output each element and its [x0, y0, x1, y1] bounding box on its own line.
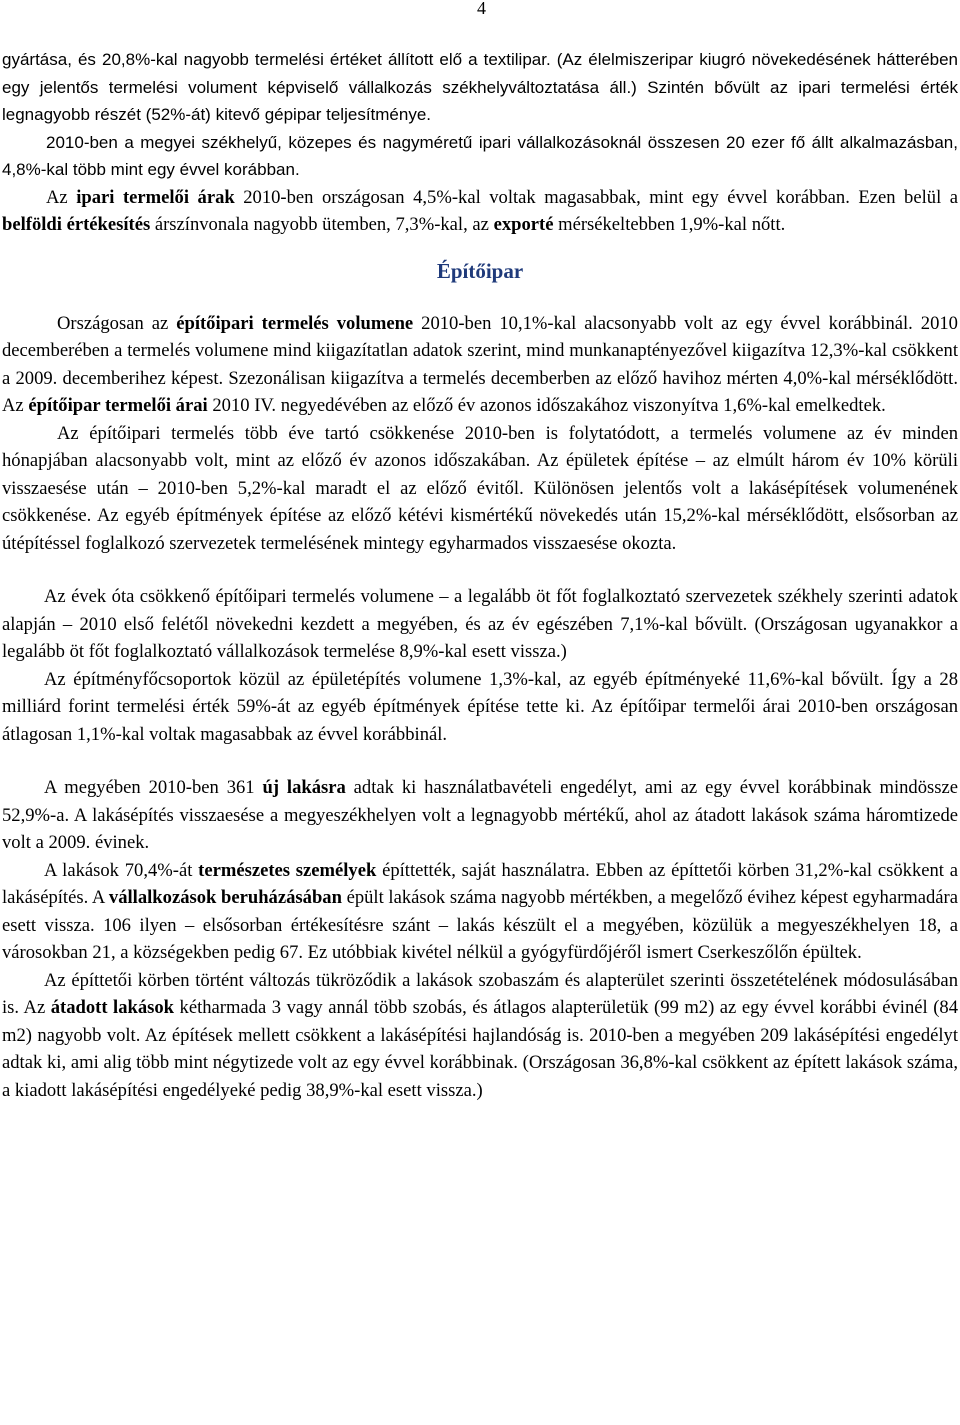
bold-term: új lakásra [262, 777, 346, 798]
bold-term: átadott lakások [50, 997, 175, 1018]
construction-paragraph-4: Az építményfőcsoportok közül az épületépítés volumene 1,3%-kal, az egyéb építményeké 11,6%-kal bővült. Így a 28 milliárd forint termelési érték 59%-át az egyéb építmények építése tette ki. Az építőipar termelői árai 2010-ben országosan átlagosan 1,1%-kal voltak magasabbak az évvel korábbinál. [2, 668, 958, 745]
text-run: mérsékeltebben 1,9%-kal nőtt. [553, 214, 786, 235]
text-run: Az építtetői körben történt változás tükröződik a lakások szobaszám és alapterület szerinti összetételének módosulásában is. Az [2, 969, 958, 1018]
construction-paragraph-3: Az évek óta csökkenő építőipari termelés volumene – a legalább öt főt foglalkoztató szervezetek székhely szerinti adatok alapján – 2010 első felétől növekedni kezdett a megyében, és az év egészében 7,1%-kal bővült. (Országosan ugyanakkor a legalább öt főt foglalkoztató vállalkozások termelése 8,9%-kal esett vissza.) [2, 586, 958, 662]
industry-paragraph-2: 2010-ben a megyei székhelyű, közepes és nagyméretű ipari vállalkozásoknál összesen 20 ezer fő állt alkalmazásban, 4,8%-kal több mint egy évvel korábban. [2, 132, 958, 179]
text-run: építtették, saját használatra. Ebben az építtetői körben 31,2%-kal csökkent a lakásépítés. A [2, 859, 958, 908]
bold-term: ipari termelői árak [76, 186, 235, 208]
housing-paragraph-3 [2, 967, 958, 1105]
industry-paragraph-3 [2, 184, 958, 239]
bold-term: belföldi értékesítés [2, 214, 151, 235]
text-run: 2010 IV. negyedévében az előző év azonos időszakához viszonyítva 1,6%-kal emelkedtek. [207, 395, 886, 416]
bold-term: építőipar termelői árai [28, 395, 208, 416]
text-run: épült lakások száma nagyobb mértékben, a megelőző évihez képest egyharmadára esett vissza. 106 ilyen – elsősorban értékesítésre szánt – lakás készült el a megyében, közülük a megyeszékhelyen 18, a városokban 21, a községekben pedig 67. Ez utóbbiak kivétel nélkül a gyógyfürdőjéről ismert Cserkeszőlőn épültek. [2, 887, 958, 963]
text-run: Országosan az [57, 312, 177, 334]
text-run: A megyében 2010-ben 361 [44, 777, 263, 798]
document-body [2, 46, 958, 1104]
text-run: Az [46, 186, 77, 208]
text-run: 2010-ben országosan 4,5%-kal voltak magasabbak, mint egy évvel korábban. Ezen belül a [234, 186, 958, 208]
industry-paragraph-1: gyártása, és 20,8%-kal nagyobb termelési értéket állított elő a textilipar. (Az élelmiszeripar kiugró növekedésének hátterében egy jelentős termelési volument képviselő vállalkozás székhelyváltoztatása áll.) Szintén bővült az ipari termelési érték legnagyobb részét (52%-át) kitevő gépipar teljesítménye. [2, 50, 958, 124]
construction-paragraph-1 [2, 310, 958, 420]
bold-term: exporté [493, 214, 554, 235]
text-run: árszínvonala nagyobb ütemben, 7,3%-kal, az [150, 214, 494, 235]
text-run: A lakások 70,4%-át [44, 859, 199, 881]
housing-paragraph-2 [2, 857, 958, 967]
text-run: 2010-ben 10,1%-kal alacsonyabb volt az egy évvel korábbinál. 2010 decemberében a termelés volumene mind kiigazítatlan adatok szerint, mind munkanaptényezővel kiigazítva 12,3%-kal csökkent a 2009. decemberihez képest. Szezonálisan kiigazítva a termelés decemberben az előző havihoz mérten 4,0%-kal mérséklődött. Az [2, 312, 958, 416]
page-number: 4 [477, 0, 486, 18]
bold-term: vállalkozások beruházásában [108, 887, 342, 908]
housing-paragraph-1 [2, 774, 958, 857]
text-run: adtak ki használatbavételi engedélyt, ami az egy évvel korábbinak mindössze 52,9%-a. A lakásépítés visszaesése a megyeszékhelyen volt a legnagyobb mértékű, ahol az átadott lakások száma háromtizede volt a 2009. évinek. [2, 777, 958, 853]
bold-term: építőipari termelés volumene [176, 312, 414, 334]
section-title-construction: Építőipar [436, 258, 524, 283]
text-run: kétharmada 3 vagy annál több szobás, és átlagos alapterületük (99 m2) az egy évvel korábbi évinél (84 m2) nagyobb volt. Az építések mellett csökkent a lakásépítési hajlandóság is. 2010-ben a megyében 209 lakásépítési engedélyt adtak ki, ami alig több mint négytizede volt az egy évvel korábbinak. (Országosan 36,8%-kal csökkent az épített lakások száma, a kiadott lakásépítési engedélyeké pedig 38,9%-kal esett vissza.) [2, 997, 958, 1101]
bold-term: természetes személyek [198, 859, 377, 881]
construction-paragraph-2: Az építőipari termelés több éve tartó csökkenése 2010-ben is folytatódott, a termelés volumene az év minden hónapjában alacsonyabb volt, mint az előző év azonos időszakában. Az épületek építése – az elmúlt három év 10% körüli visszaesése után – 2010-ben 5,2%-kal maradt el az előző évitől. Különösen jelentős volt a lakásépítések volumenének csökkenése. Az egyéb építmények építése az előző kétévi kismértékű növekedés után 15,2%-kal mérséklődött, elsősorban az útépítéssel foglalkozó szervezetek termelésének mintegy egyharmados visszaesése okozta. [2, 422, 958, 554]
